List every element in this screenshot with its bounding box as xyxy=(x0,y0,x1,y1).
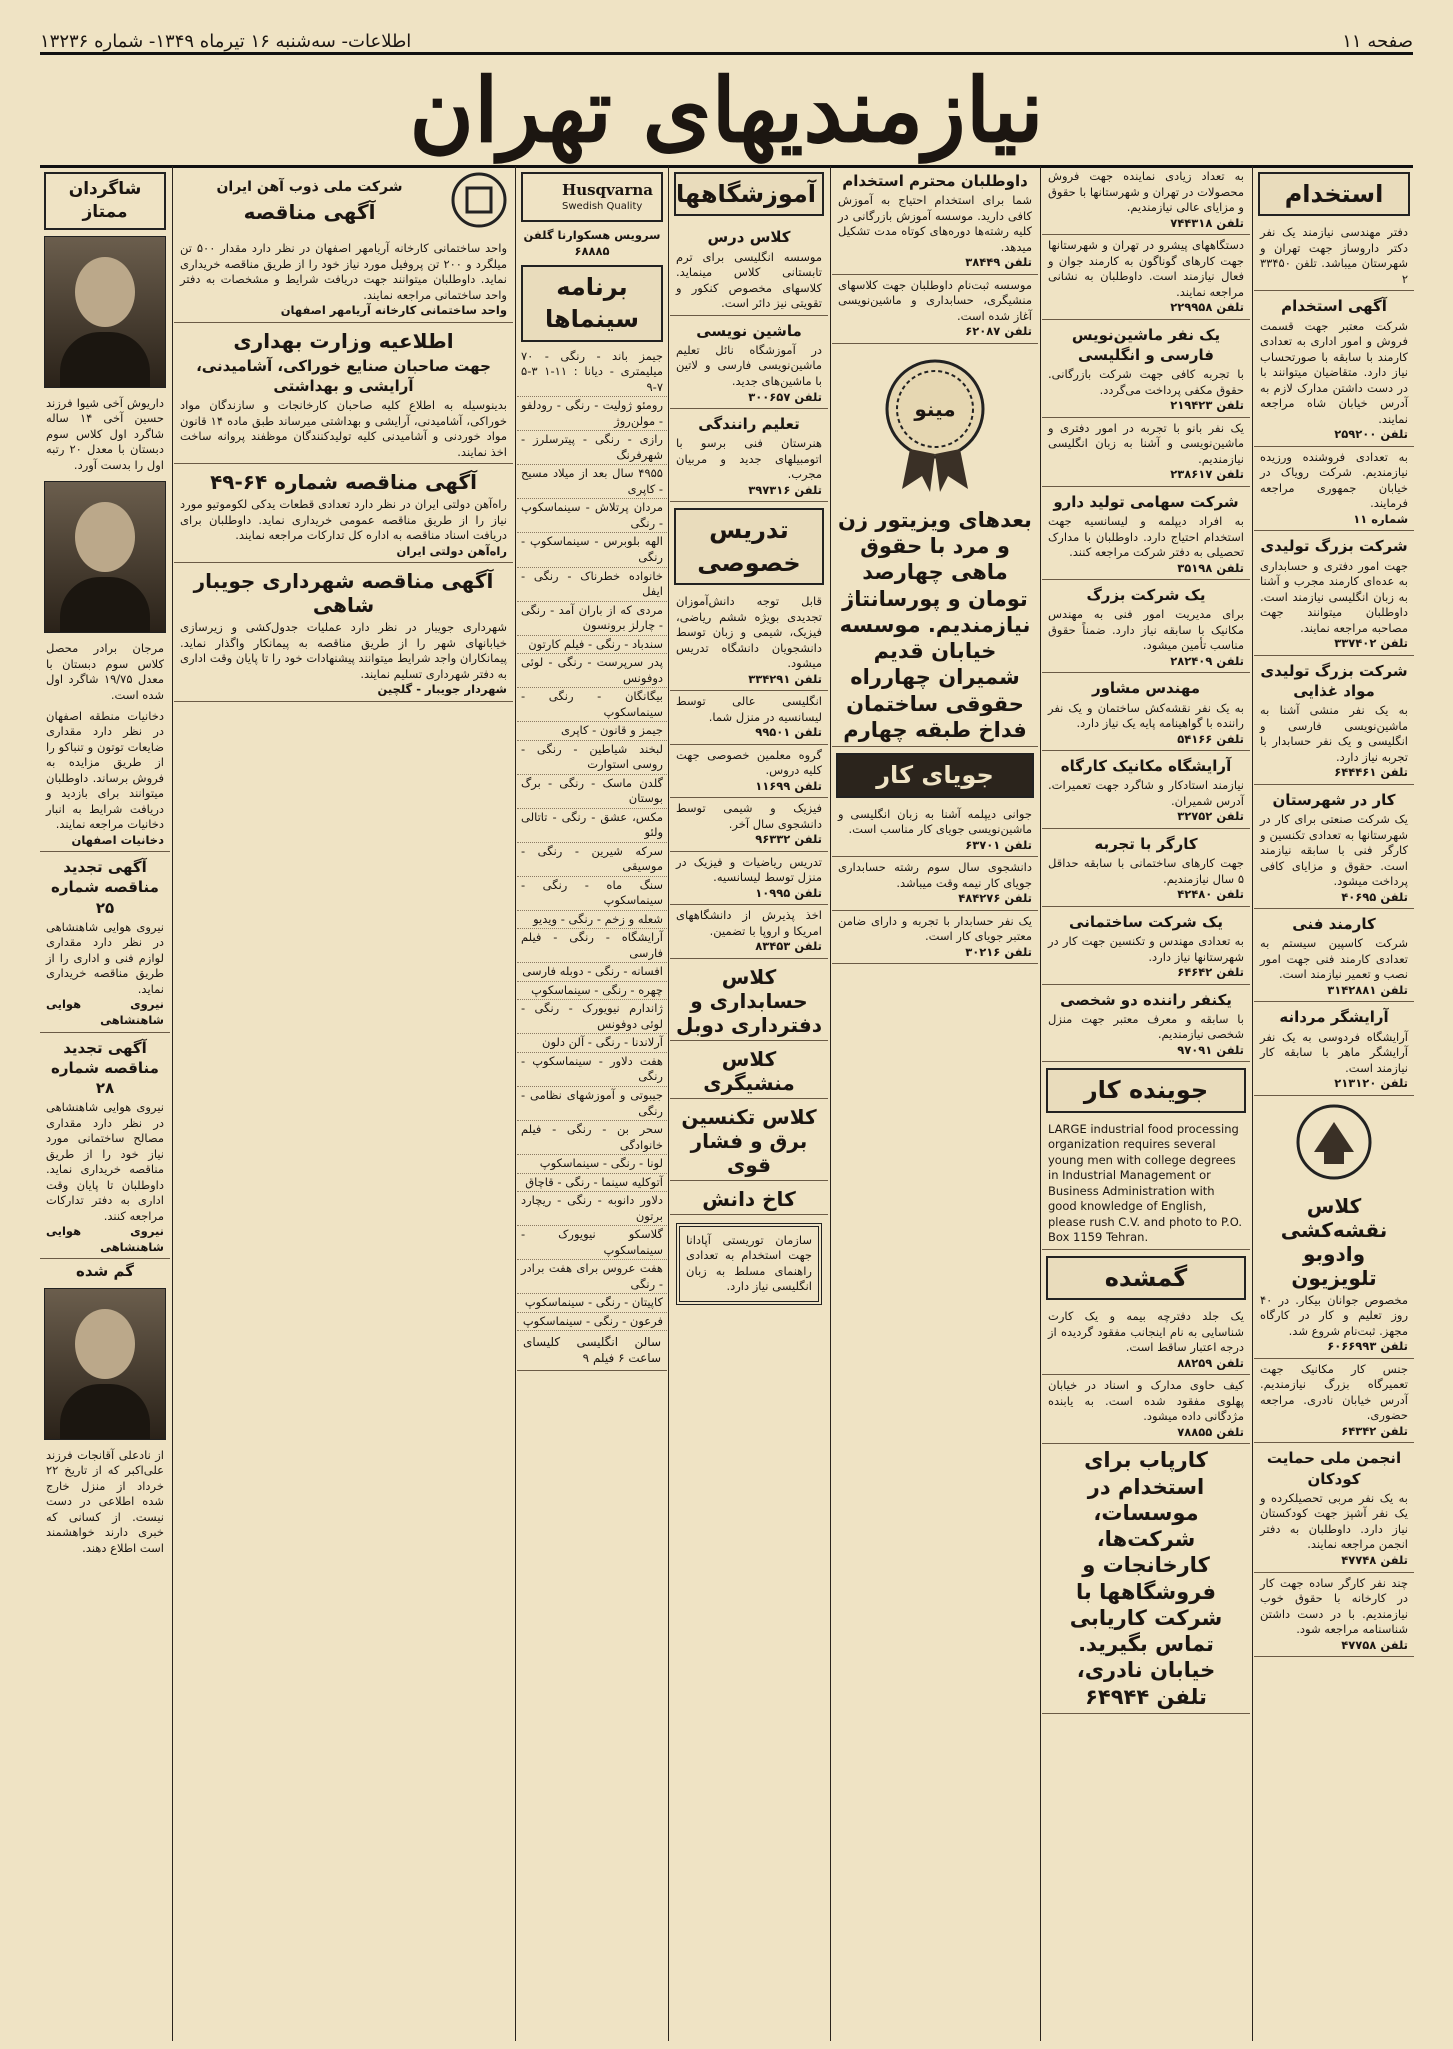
kakh-danesh-ad: کاخ دانش xyxy=(670,1184,828,1215)
cinema-listing: سرکه شیرین - رنگی - موسیقی xyxy=(517,843,667,877)
classified-ad: شرکت بزرگ تولیدی جهت امور دفتری و حسابداری به عده‌ای کارمند مجرب و آشنا به زبان انگلیسی نیازمند است. داوطلبان میتوانند جهت مصاحبه مراجعه نمایند. تلفن ۳۳۷۴۰۲ xyxy=(1254,531,1414,655)
emblem-icon xyxy=(1294,1102,1374,1182)
cinema-listing: ۴۹۵۵ سال بعد از میلاد مسیح - کاپری xyxy=(517,465,667,499)
notice: آگهی مناقصه شهرداری جویبار شاهی شهرداری جویبار در نظر دارد عملیات جدول‌کشی و زیرسازی خیابانهای شهر را از طریق مناقصه به پیمانکار واگذار نماید. پیمانکاران واجد شرایط میتوانند پیشنهادات خود را تا پایان وقت اداری به دفتر شهرداری تسلیم نمایند. شهردار جویبار - گلچین xyxy=(174,563,513,702)
photo-caption: از نادعلی آقانجات فرزند علی‌اکبر که از تاریخ ۲۲ خرداد از منزل خارج شده اطلاعی در دست نیست. از کسانی که خبری دارند خواهشمند است اطلاع دهند. xyxy=(46,1447,164,1555)
cinema-listing: دلاور دانوبه - رنگی - ریچارد برتون xyxy=(517,1192,667,1226)
column-rule xyxy=(1040,166,1041,2041)
electrician-class-ad: کلاس تکنسین برق و فشار قوی xyxy=(670,1102,828,1181)
column-rule xyxy=(668,166,669,2041)
notice: آگهی مناقصه شماره ۶۴-۴۹ راه‌آهن دولتی ایران در نظر دارد تعدادی قطعات یدکی لکوموتیو مورد نیاز را از طریق مناقصه عمومی خریداری نماید. داوطلبان برای دریافت اسناد مناقصه به اداره کل تدارکات مراجعه نمایند. راه‌آهن دولتی ایران xyxy=(174,464,513,563)
column-classifieds-2 xyxy=(1042,166,1250,2041)
cinema-listing: هفت دلاور - سینماسکوپ - رنگی xyxy=(517,1053,667,1087)
tender-title: آگهی مناقصه xyxy=(243,199,376,224)
cinema-listing: خانواده خطرناک - رنگی - ایفل xyxy=(517,568,667,602)
tourism-ad: سازمان توریستی آپادانا جهت استخدام به تعدادی راهنمای مسلط به زبان انگلیسی نیاز دارد. xyxy=(676,1223,822,1305)
classified-ad: چند نفر کارگر ساده جهت کار در کارخانه با حقوق خوب نیازمندیم. با در دست داشتن شناسنامه مراجعه شود. تلفن ۴۷۷۵۸ xyxy=(1254,1573,1414,1658)
zob-ahan-header xyxy=(174,166,513,238)
accounting-class-ad: کلاس حسابداری و دفترداری دوبل xyxy=(670,962,828,1041)
column-rule xyxy=(515,166,516,2041)
cinema-listing: گلاسکو نیویورک - سینماسکوپ xyxy=(517,1226,667,1260)
classified-ad: به تعداد زیادی نماینده جهت فروش محصولات در تهران و شهرستانها با حقوق و مزایای عالی نیازمندیم. تلفن ۷۴۴۳۱۸ xyxy=(1042,166,1250,235)
cinema-listing: آتوکلیه سینما - رنگی - قاچاق xyxy=(517,1174,667,1193)
classified-ad: جنس کار مکانیک جهت تعمیرگاه بزرگ نیازمندیم. آدرس خیابان نادری. مراجعه حضوری. تلفن ۶۴۳۴۲ xyxy=(1254,1359,1414,1444)
cinema-listing: مردان پرتلاش - سینماسکوپ - رنگی xyxy=(517,499,667,533)
classified-ad: یک شرکت ساختمانی به تعدادی مهندس و تکنسین جهت کار در شهرستانها نیاز دارد. تلفن ۶۴۶۴۲ xyxy=(1042,907,1250,985)
page-label: صفحه ۱۱ xyxy=(1342,31,1413,52)
cinema-listing: سنگ ماه - رنگی - سینماسکوپ xyxy=(517,877,667,911)
section-header-lost: گمشده xyxy=(1046,1256,1246,1300)
section-header-jobseeking: جویای کار xyxy=(836,753,1034,797)
cinema-listing: کاپیتان - رنگی - سینماسکوپ xyxy=(517,1294,667,1313)
classified-ad: یک نفر بانو با تجربه در امور دفتری و ماشین‌نویسی و آشنا به زبان انگلیسی نیازمندیم. تلفن ۲۳۸۶۱۷ xyxy=(1042,418,1250,487)
cinema-listing: لبخند شیاطین - رنگی - روسی استوارت xyxy=(517,741,667,775)
missing-person-photo xyxy=(44,1288,166,1440)
classified-ad: موسسه ثبت‌نام داوطلبان جهت کلاسهای منشیگری، حسابداری و ماشین‌نویسی آغاز شده است. تلفن ۶۲۰۸۷ xyxy=(832,275,1038,344)
cinema-listing: سحر بن - رنگی - فیلم خانوادگی xyxy=(517,1121,667,1155)
cinema-listing: آرایشگاه - رنگی - فیلم فارسی xyxy=(517,929,667,963)
column-schools xyxy=(670,166,828,2041)
cinema-listing: سندباد - رنگی - فیلم کارتون xyxy=(517,636,667,655)
masthead xyxy=(40,52,1413,168)
top-strip xyxy=(40,12,1413,52)
classified-ad: مهندس مشاور به یک نفر نقشه‌کش ساختمان و یک نفر راننده با گواهینامه پایه یک نیاز دارد. تلفن ۵۴۱۶۶ xyxy=(1042,673,1250,751)
column-employment xyxy=(1254,166,1414,2041)
classified-ad: تعلیم رانندگی هنرستان فنی برسو با اتومبیلهای جدید و مربیان مجرب. تلفن ۳۹۷۳۱۶ xyxy=(670,409,828,502)
column-cinema xyxy=(517,166,667,2041)
company-logo-icon xyxy=(449,170,509,234)
classified-ad: دفتر مهندسی نیازمند یک نفر دکتر داروساز جهت تهران و شهرستان میباشد. تلفن ۳۳۴۵۰ ۲ xyxy=(1254,222,1414,291)
photo-caption: مرجان برادر محصل کلاس سوم دبستان با معدل ۱۹/۷۵ شاگرد اول شده است. xyxy=(46,641,164,702)
column-rule xyxy=(1252,166,1253,2041)
husqvarna-brand: Husqvarna xyxy=(562,181,653,200)
classified-ad: کارمند فنی شرکت کاسپین سیستم به تعدادی کارمند فنی جهت امور نصب و تعمیر نیازمند است. تلفن ۳۱۴۲۸۸۱ xyxy=(1254,909,1414,1002)
dateline: اطلاعات- سه‌شنبه ۱۶ تیرماه ۱۳۴۹- شماره ۱۳۲۳۶ xyxy=(40,31,412,52)
column-classifieds-3 xyxy=(832,166,1038,2041)
cinema-listing: هفت عروس برای هفت برادر - رنگی xyxy=(517,1260,667,1294)
column-rule xyxy=(172,166,173,2041)
classified-ad: آرایشگاه مکانیک کارگاه نیازمند استادکار و شاگرد جهت تعمیرات. آدرس شمیران. تلفن ۳۲۷۵۲ xyxy=(1042,751,1250,829)
classified-ad: داوطلبان محترم استخدام شما برای استخدام احتیاج به آموزش کافی دارید. موسسه آموزش بازرگانی در کلیه رشته‌ها دوره‌های کوتاه مدت تشکیل میدهد. تلفن ۳۸۴۴۹ xyxy=(832,166,1038,275)
missing-person-header: گم شده xyxy=(76,1262,134,1281)
classified-ad: انجمن ملی حمایت کودکان به یک نفر مربی تحصیلکرده و یک نفر آشپز جهت کودکستان نیاز دارد. داوطلبان به دفتر انجمن مراجعه نمایند. تلفن ۴۷۷۴۸ xyxy=(1254,1443,1414,1572)
cinema-listing: الهه بلوبرس - سینماسکوپ - رنگی xyxy=(517,533,667,567)
classified-ad: فیزیک و شیمی توسط دانشجوی سال آخر. تلفن ۹۶۳۳۲ xyxy=(670,798,828,852)
classified-ad: اخذ پذیرش از دانشگاههای امریکا و اروپا با تضمین. تلفن ۸۳۴۵۳ xyxy=(670,905,828,959)
classified-ad: یک نفر حسابدار با تجربه و دارای ضامن معتبر جویای کار است. تلفن ۳۰۲۱۶ xyxy=(832,911,1038,965)
column-top-students xyxy=(40,166,170,2041)
cinema-listing: جیمز و قانون - کاپری xyxy=(517,722,667,741)
company-name: شرکت ملی ذوب آهن ایران xyxy=(216,178,403,195)
cinema-listing: جیمز باند - رنگی - ۷۰ میلیمتری - دیانا : ۱۱-۱ ۳-۵ ۷-۹ xyxy=(517,348,667,398)
cinema-listing: شعله و زخم - رنگی - ویدیو xyxy=(517,911,667,930)
classified-ad: آرایشگر مردانه آرایشگاه فردوسی به یک نفر آرایشگر ماهر با سابقه کار نیازمند است. تلفن ۲۱۳۱۲۰ xyxy=(1254,1002,1414,1095)
section-header-tutoring: تدریس خصوصی xyxy=(674,508,824,585)
cinema-listing: آرلاندنا - رنگی - آلن دلون xyxy=(517,1034,667,1053)
cinema-listing: افسانه - رنگی - دوبله فارسی xyxy=(517,963,667,982)
visitor-ad: بعدهای ویزیتور زن و مرد با حقوق ماهی چهارصد تومان و پورسانتاژ نیازمندیم. موسسه خیابان قدیم شمیران چهارراه حقوقی ساختمان فداخ طبقه چهارم xyxy=(832,504,1038,747)
husqvarna-service: سرویس هسکوارنا گلفن ۶۸۸۸۵ xyxy=(523,228,661,258)
cinema-listing: مکس، عشق - رنگی - تاتالی ولئو xyxy=(517,809,667,843)
classified-ad: تدریس ریاضیات و فیزیک در منزل توسط لیسانسیه. تلفن ۱۰۹۹۵ xyxy=(670,852,828,906)
classified-ad: دخانیات منطقه اصفهان در نظر دارد مقداری ضایعات توتون و تنباکو را از طریق مزایده به فروش برساند. داوطلبان میتوانند برای بازدید و دریافت شرایط به انبار دخانیات مراجعه نمایند. دخانیات اصفهان xyxy=(40,706,170,853)
classified-ad: یکنفر راننده دو شخصی با سابقه و معرف معتبر جهت منزل شخصی نیازمندیم. تلفن ۹۷۰۹۱ xyxy=(1042,985,1250,1063)
column-notices xyxy=(174,166,513,2041)
classified-ad: یک نفر ماشین‌نویس فارسی و انگلیسی با تجربه کافی جهت شرکت بازرگانی. حقوق مکفی پرداخت می‌گردد. تلفن ۲۱۹۴۲۳ xyxy=(1042,320,1250,418)
classified-ad: قابل توجه دانش‌آموزان تجدیدی بویژه ششم ریاضی، فیزیک، شیمی و زبان توسط دانشجویان دانشگاه تدریس میشود. تلفن ۳۳۴۲۹۱ xyxy=(670,591,828,691)
notice: واحد ساختمانی کارخانه آریامهر اصفهان در نظر دارد مقدار ۵۰۰ تن میلگرد و ۲۰۰ تن پروفیل مورد نیاز خود را از طریق مناقصه خریداری نماید. داوطلبان میتوانند جهت دریافت شرایط و مشخصات به دفتر واحد ساختمانی مراجعه نمایند. واحد ساختمانی کارخانه آریامهر اصفهان xyxy=(174,238,513,323)
classified-ad: انگلیسی عالی توسط لیسانسیه در منزل شما. تلفن ۹۹۵۰۱ xyxy=(670,691,828,745)
classified-ad: ماشین نویسی در آموزشگاه نائل تعلیم ماشین‌نویسی فارسی و لاتین با ماشین‌های جدید. تلفن ۳۰۰۶۵۷ xyxy=(670,316,828,409)
cinema-listing: جیبوتی و آموزشهای نظامی - رنگی xyxy=(517,1087,667,1121)
husqvarna-sub: Swedish Quality xyxy=(562,201,643,213)
cinema-listing: فرعون - رنگی - سینماسکوپ xyxy=(517,1313,667,1332)
classified-ad: به تعدادی فروشنده ورزیده نیازمندیم. شرکت رویاک در خیابان جمهوری مراجعه فرمایند. شماره ۱۱ xyxy=(1254,447,1414,532)
classified-ad: دانشجوی سال سوم رشته حسابداری جویای کار نیمه وقت میباشد. تلفن ۴۸۴۲۷۶ xyxy=(832,857,1038,911)
classified-ad: شرکت بزرگ تولیدی مواد غذایی به یک نفر منشی آشنا به ماشین‌نویسی فارسی و انگلیسی و یک نفر حسابدار با تجربه نیاز دارد. تلفن ۶۴۴۴۶۱ xyxy=(1254,656,1414,785)
cinema-listing: پدر سرپرست - رنگی - لوئی دوفونس xyxy=(517,654,667,688)
student-photo xyxy=(44,481,166,633)
classified-ad: آگهی تجدید مناقصه شماره ۲۵ نیروی هوایی شاهنشاهی در نظر دارد مقداری لوازم فنی و اداری را از طریق مناقصه خریداری نماید. نیروی هوایی شاهنشاهی xyxy=(40,852,170,1032)
cinema-listing: بیگانگان - رنگی - سینماسکوپ xyxy=(517,688,667,722)
badge-text: مینو xyxy=(914,396,956,421)
section-header-schools: آموزشگاهها xyxy=(674,172,824,216)
classified-ad: جوانی دیپلمه آشنا به زبان انگلیسی و ماشین‌نویسی جویای کار مناسب است. تلفن ۶۳۷۰۱ xyxy=(832,804,1038,858)
secretarial-class-ad: کلاس منشیگری xyxy=(670,1044,828,1099)
husqvarna-logo xyxy=(521,172,663,222)
classified-ad: کارگر با تجربه جهت کارهای ساختمانی با سابقه حداقل ۵ سال نیازمندیم. تلفن ۴۲۴۸۰ xyxy=(1042,829,1250,907)
student-photo xyxy=(44,236,166,388)
karyab-ad: کارپاب برای استخدام در موسسات، شرکت‌ها، کارخانجات و فروشگاهها با شرکت کاریابی تماس بگیرید. خیابان نادری، تلفن ۶۴۹۴۴ xyxy=(1042,1444,1250,1714)
rosette-badge-icon xyxy=(880,354,990,494)
section-header-employment: استخدام xyxy=(1258,172,1410,216)
classified-ad: گروه معلمین خصوصی جهت کلیه دروس. تلفن ۱۱۶۹۹ xyxy=(670,745,828,799)
cinema-listing: رازی - رنگی - پیترسلرز - شهرفرنگ xyxy=(517,431,667,465)
english-ad: LARGE industrial food processing organization requires several young men with college degrees in Industrial Management or Business Administration with good knowledge of English, please rush C.V. and photo to P.O. Box 1159 Tehran. xyxy=(1042,1119,1250,1250)
photo-caption: داریوش آخی شیوا فرزند حسین آخی ۱۴ ساله شاگرد اول کلاس سوم دبستان با معدل ۲۰ رتبه اول را بدست آورد. xyxy=(46,395,165,472)
footer-note: سالن انگلیسی کلیسای ساعت ۶ فیلم ۹ xyxy=(517,1331,667,1370)
classified-ad: آگهی تجدید مناقصه شماره ۲۸ نیروی هوایی شاهنشاهی در نظر دارد مقداری مصالح ساختمانی مورد نیاز خود را از طریق مناقصه خریداری نماید. داوطلبان تا پایان وقت اداری به دفتر تدارکات مراجعه کنند. نیروی هوایی شاهنشاهی xyxy=(40,1033,170,1260)
classified-ad: کلاس درس موسسه انگلیسی برای ترم تابستانی کلاس مینماید. کلاسهای مخصوص کنکور و تقویتی نیز دائر است. xyxy=(670,222,828,315)
masthead-title: نیازمندیهای تهران xyxy=(409,58,1044,162)
section-header-cinema: برنامه سینماها xyxy=(521,265,663,342)
classified-ad: شرکت سهامی تولید دارو به افراد دیپلمه و لیسانسیه جهت استخدام احتیاج دارد. داوطلبان با مدارک تحصیلی به دفتر شرکت مراجعه کنند. تلفن ۳۵۱۹۸ xyxy=(1042,487,1250,580)
cinema-listing: لونا - رنگی - سینماسکوپ xyxy=(517,1155,667,1174)
cinema-listing: چهره - رنگی - سینماسکوپ xyxy=(517,982,667,1001)
classified-ad: آگهی استخدام شرکت معتبر جهت قسمت فروش و امور اداری به تعدادی کارمند با سابقه با صورتحساب نیاز دارد. متقاضیان میتوانند با در دست داشتن مدارک لازم به آدرس خیابان شاه مراجعه نمایند. تلفن ۲۵۹۲۰۰ xyxy=(1254,291,1414,446)
section-header-top-students: شاگردان ممتاز xyxy=(44,172,166,230)
cinema-listing: رومئو ژولیت - رنگی - رودلفو - مولن‌روژ xyxy=(517,397,667,431)
section-header-jobseekers: جوینده کار xyxy=(1046,1068,1246,1112)
classified-ad: کلاس نقشه‌کشی وادوبو تلویزیون مخصوص جوانان بیکار. در ۴۰ روز تعلیم و کار در کارگاه مجهز. ثبت‌نام شروع شد. تلفن ۶۰۶۶۹۹۳ xyxy=(1254,1188,1414,1359)
classified-ad: کار در شهرستان یک شرکت صنعتی برای کار در شهرستانها به تعدادی تکنسین و کارگر فنی با سابقه نیازمند است. حقوق و مزایای کافی پرداخت میشود. تلفن ۴۰۶۹۵ xyxy=(1254,785,1414,909)
classified-ad: یک جلد دفترچه بیمه و یک کارت شناسایی به نام اینجانب مفقود گردیده از درجه اعتبار ساقط است. تلفن ۸۸۲۵۹ xyxy=(1042,1306,1250,1375)
cinema-listing: ژاندارم نیویورک - رنگی - لوئی دوفونس xyxy=(517,1000,667,1034)
notice: اطلاعیه وزارت بهداری جهت صاحبان صنایع خوراکی، آشامیدنی، آرایشی و بهداشتی بدینوسیله به اطلاع کلیه صاحبان کارخانجات و سازندگان مواد خوراکی، آشامیدنی، آرایشی و بهداشتی میرساند طبق ماده ۱۴ قانون مواد خوردنی و آشامیدنی کلیه تولیدکنندگان موظفند پروانه ساخت اخذ نمایند. xyxy=(174,323,513,465)
classified-ad: یک شرکت بزرگ برای مدیریت امور فنی به مهندس مکانیک با سابقه نیاز دارد. ضمناً حقوق مناسب تأمین میشود. تلفن ۲۸۲۴۰۹ xyxy=(1042,580,1250,673)
column-rule xyxy=(830,166,831,2041)
cinema-listings xyxy=(517,348,667,1331)
cinema-listing: گلدن ماسک - رنگی - برگ بوستان xyxy=(517,775,667,809)
classified-ad: دستگاههای پیشرو در تهران و شهرستانها جهت کارهای گوناگون به کارمند جوان و فعال نیازمند است. داوطلبان به نشانی مراجعه نمایند. تلفن ۲۲۹۹۵۸ xyxy=(1042,235,1250,320)
classified-ad: کیف حاوی مدارک و اسناد در خیابان پهلوی مفقود شده است. به یابنده مژدگانی داده میشود. تلفن ۷۸۸۵۵ xyxy=(1042,1375,1250,1444)
cinema-listing: مردی که از باران آمد - رنگی - چارلز برونسون xyxy=(517,602,667,636)
